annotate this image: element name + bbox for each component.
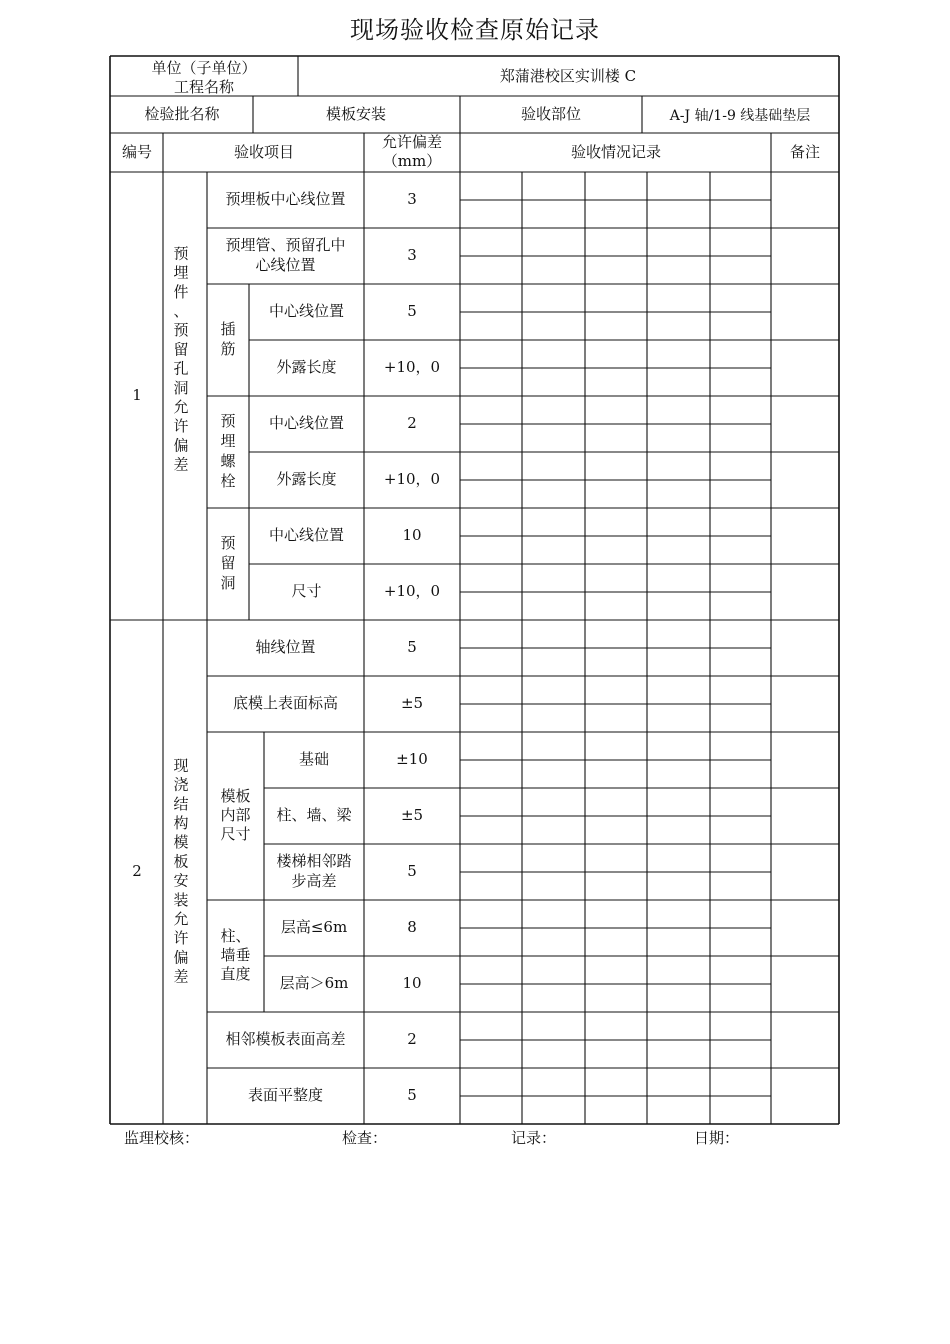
col-tolerance-header: （mm） (382, 152, 442, 170)
subgroup-label: 埋 (220, 432, 236, 450)
subgroup-label: 插 (220, 320, 236, 338)
footer-supervisor: 监理校核： (124, 1129, 200, 1147)
col-record-header: 验收情况记录 (570, 143, 662, 161)
group-name: 件 (173, 282, 189, 301)
subgroup-label: 直度 (220, 965, 251, 983)
item-label: 相邻模板表面高差 (225, 1030, 346, 1048)
col-no-header: 编号 (121, 143, 153, 161)
tolerance-value: 8 (407, 918, 417, 936)
subgroup-label: 栓 (220, 472, 236, 490)
item-label: 中心线位置 (268, 526, 345, 544)
item-label: 表面平整度 (247, 1086, 324, 1104)
item-label: 步高差 (291, 872, 337, 890)
item-label: 预埋板中心线位置 (225, 190, 346, 208)
group-name: 预 (173, 244, 189, 263)
subgroup-label: 螺 (220, 452, 236, 470)
group-name: 孔 (173, 359, 189, 378)
item-label: 基础 (298, 750, 330, 768)
subgroup-label: 预 (220, 534, 236, 552)
item-label: 层高＞6m (279, 974, 349, 992)
unit-label: 单位（子单位） (151, 59, 257, 77)
item-label: 楼梯相邻踏 (276, 852, 352, 870)
footer-record: 记录： (511, 1129, 557, 1147)
unit-label: 工程名称 (173, 78, 235, 96)
item-label: 轴线位置 (255, 638, 316, 656)
group-name: 预 (173, 321, 189, 340)
subgroup-label: 尺寸 (220, 825, 251, 843)
group-name: 许 (173, 417, 189, 436)
subgroup-label: 洞 (220, 574, 236, 592)
col-item-header: 验收项目 (233, 143, 295, 161)
subgroup-label: 留 (220, 554, 236, 572)
col-tolerance-header: 允许偏差 (381, 133, 443, 151)
col-remark-header: 备注 (789, 143, 821, 161)
tolerance-value: ±5 (400, 806, 424, 824)
item-label: 中心线位置 (268, 414, 345, 432)
tolerance-value: +10，0 (383, 470, 441, 488)
group-name: 、 (173, 302, 189, 320)
group-name: 留 (173, 340, 189, 359)
group-name: 构 (173, 814, 189, 832)
item-label: 柱、墙、梁 (276, 806, 352, 824)
tolerance-value: 2 (407, 1030, 417, 1048)
group-name: 现 (173, 756, 189, 775)
group-name: 洞 (173, 378, 189, 397)
tolerance-value: 5 (407, 302, 417, 320)
tolerance-value: +10，0 (383, 358, 441, 376)
item-label: 底模上表面标高 (232, 694, 339, 712)
tolerance-value: 5 (407, 862, 417, 880)
group-name: 偏 (173, 436, 189, 455)
part-label: 验收部位 (520, 105, 582, 123)
group-number: 2 (132, 862, 142, 880)
group-name: 板 (173, 852, 189, 871)
group-name: 模 (173, 833, 189, 852)
tolerance-value: 10 (402, 526, 422, 544)
group-name: 偏 (173, 948, 189, 967)
group-name: 差 (173, 967, 189, 986)
footer-check: 检查： (342, 1129, 388, 1147)
subgroup-label: 柱、 (220, 927, 251, 945)
group-name: 许 (173, 929, 189, 948)
item-label: 层高≤6m (280, 918, 348, 936)
group-name: 浇 (173, 775, 189, 794)
group-name: 允 (173, 910, 189, 928)
item-label: 尺寸 (291, 582, 322, 600)
tolerance-value: +10，0 (383, 582, 441, 600)
page-title: 现场验收检查原始记录 (350, 16, 600, 44)
subgroup-label: 预 (220, 412, 236, 430)
tolerance-value: 3 (407, 246, 417, 264)
tolerance-value: 5 (407, 638, 417, 656)
unit-value: 郑蒲港校区实训楼 C (499, 67, 637, 85)
group-name: 装 (173, 890, 189, 909)
subgroup-label: 内部 (220, 806, 251, 824)
tolerance-value: ±10 (396, 750, 428, 768)
batch-label: 检验批名称 (144, 105, 220, 123)
subgroup-label: 模板 (220, 787, 251, 805)
item-label: 中心线位置 (268, 302, 345, 320)
tolerance-value: 5 (407, 1086, 417, 1104)
tolerance-value: 2 (407, 414, 417, 432)
item-label: 外露长度 (276, 470, 337, 488)
tolerance-value: ±5 (400, 694, 424, 712)
group-name: 差 (173, 455, 189, 474)
part-value: A-J 轴/1-9 线基础垫层 (669, 108, 811, 124)
item-label: 预埋管、预留孔中 (225, 236, 346, 254)
item-label: 心线位置 (255, 256, 316, 274)
tolerance-value: 3 (407, 190, 417, 208)
tolerance-value: 10 (402, 974, 422, 992)
group-name: 允 (173, 398, 189, 416)
group-number: 1 (132, 386, 142, 404)
group-name: 安 (173, 871, 189, 890)
group-name: 埋 (173, 263, 189, 282)
footer-date: 日期： (694, 1129, 740, 1147)
batch-value: 模板安装 (325, 105, 387, 123)
subgroup-label: 墙垂 (220, 946, 251, 964)
group-name: 结 (173, 794, 189, 813)
subgroup-label: 筋 (220, 340, 236, 358)
item-label: 外露长度 (276, 358, 337, 376)
